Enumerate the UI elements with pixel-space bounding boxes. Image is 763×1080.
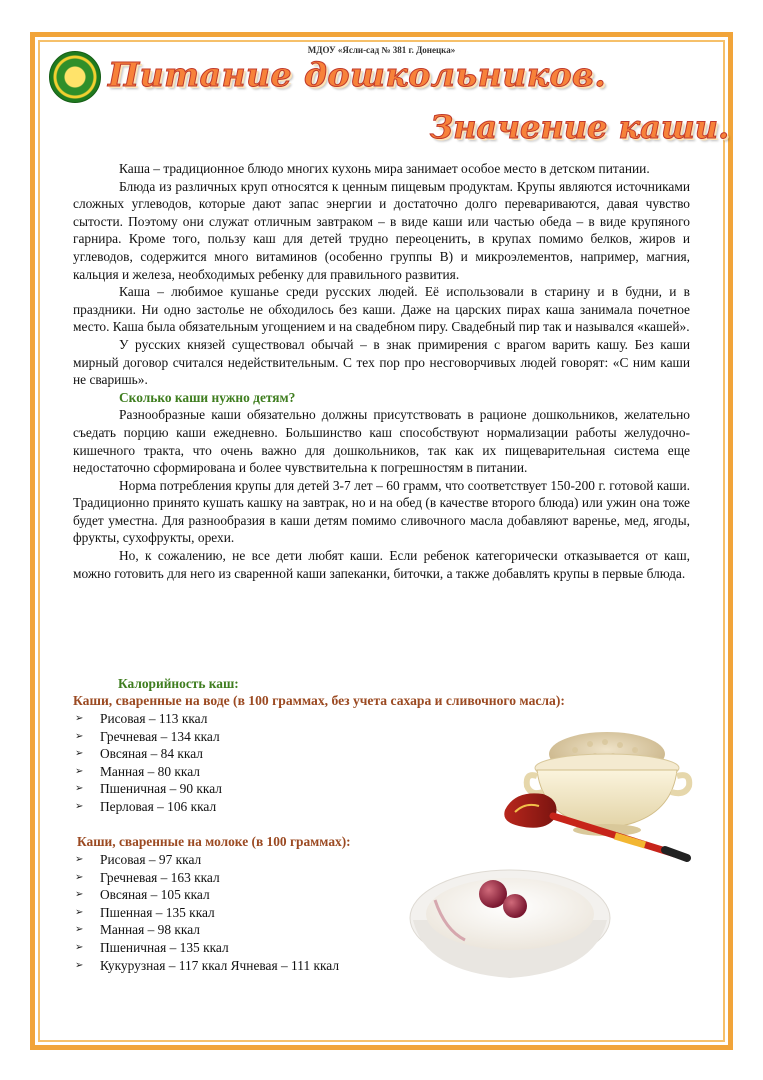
list-item: ➢ Манная – 98 ккал: [75, 922, 200, 938]
arrow-bullet-icon: ➢: [75, 800, 84, 812]
milk-porridge-heading: Каши, сваренные на молоке (в 100 граммах):: [77, 834, 351, 849]
arrow-bullet-icon: ➢: [75, 713, 84, 724]
list-item: ➢ Рисовая – 97 ккал: [75, 852, 202, 867]
arrow-bullet-icon: ➢: [75, 941, 84, 953]
list-item: ➢ Рисовая – 113 ккал: [75, 711, 208, 726]
list-item: ➢ Пшеничная – 135 ккал: [75, 939, 229, 955]
section-subheading: Сколько каши нужно детям?: [119, 389, 296, 405]
porridge-bowl-with-spoon-image: [495, 720, 715, 870]
list-item: ➢ Гречневая – 163 ккал: [75, 869, 220, 885]
milk-porridge-list: [73, 851, 339, 974]
list-item: ➢ Перловая – 106 ккал: [75, 798, 217, 814]
list-item: ➢ Овсяная – 84 ккал: [75, 746, 203, 762]
page-title-line2: Значение каши.: [430, 108, 730, 146]
list-item: ➢ Пшеничная – 90 ккал: [75, 781, 222, 797]
list-item: ➢ Гречневая – 134 ккал: [75, 728, 220, 744]
article-body: [73, 160, 690, 582]
list-item: ➢ Кукурузная – 117 ккал Ячневая – 111 ккал: [75, 957, 340, 973]
arrow-bullet-icon: ➢: [75, 889, 84, 901]
list-item: ➢ Манная – 80 ккал: [75, 763, 200, 779]
arrow-bullet-icon: ➢: [75, 765, 84, 777]
semolina-plate-with-berries-image: [405, 860, 615, 990]
list-item: ➢ Овсяная – 105 ккал: [75, 887, 210, 903]
paragraph: Блюда из различных круп относятся к ценным пищевым продуктам. Крупы являются источниками сложных углеводов, которые дают запас энергии и достаточно долго перевариваются, давая чувство сытости. Поэтому они служат отличным завтраком – в виде каши или частью обеда – в виде крупяного гарнира. Кроме того, пользу каш для детей трудно переоценить, в крупах помимо белков, жиров и углеводов, содержится много витаминов (особенно группы В) и микроэлементов, например, магния, кальция и железа, необходимых ребенку для правильного развития.: [73, 178, 690, 282]
arrow-bullet-icon: ➢: [75, 783, 84, 795]
paragraph: Но, к сожалению, не все дети любят каши. Если ребенок категорически отказывается от каш, можно готовить для него из сваренной каши запеканки, биточки, а также добавлять крупы в первые блюда.: [73, 548, 690, 581]
arrow-bullet-icon: ➢: [75, 854, 84, 865]
calories-heading: Калорийность каш:: [118, 676, 239, 691]
list-item: ➢ Пшенная – 135 ккал: [75, 904, 215, 920]
water-porridge-heading: Каши, сваренные на воде (в 100 граммах, без учета сахара и сливочного масла):: [73, 693, 565, 708]
arrow-bullet-icon: ➢: [75, 748, 84, 760]
arrow-bullet-icon: ➢: [75, 924, 84, 936]
page-title-line1: Питание дошкольников.: [108, 55, 607, 94]
arrow-bullet-icon: ➢: [75, 906, 84, 918]
paragraph: Каша – традиционное блюдо многих кухонь мира занимает особое место в детском питании.: [119, 161, 650, 176]
paragraph: Каша – любимое кушанье среди русских людей. Её использовали в старину и в будни, и в праздники. Ни одно застолье не обходилось без каши. Даже на царских пирах каша занимала почетное место. Каша была обязательным угощением и на свадебном пиру. Свадебный пир так и назывался «кашей».: [73, 284, 690, 335]
paragraph: Норма потребления крупы для детей 3-7 лет – 60 грамм, что соответствует 150-200 г. готовой каши. Традиционно принято кушать кашку на завтрак, но и на обед (в качестве второго блюда) или ужин она тоже будет уместна. Для разнообразия в каши детям помимо сливочного масла добавляют варенье, мед, ягоды, фрукты, сухофрукты, орехи.: [73, 477, 690, 546]
organization-name: МДОУ «Ясли-сад № 381 г. Донецка»: [307, 45, 456, 55]
kindergarten-emblem-icon: [49, 51, 101, 103]
paragraph: Разнообразные каши обязательно должны присутствовать в рационе дошкольников, желательно съедать порцию каши ежедневно. Большинство каш способствуют нормализации работы желудочно-кишечного тракта, что очень важно для дошкольников, так как их пищеварительная система еще недостаточно сформирована и более чувствительна к погрешностям в питании.: [73, 407, 690, 476]
water-porridge-list: [73, 710, 222, 816]
paragraph: У русских князей существовал обычай – в знак примирения с врагом варить кашу. Без каши мирный договор считался недействительным. С тех пор про несговорчивых людей говорят: «С ним каши не сваришь».: [73, 336, 690, 388]
arrow-bullet-icon: ➢: [75, 871, 84, 883]
arrow-bullet-icon: ➢: [75, 730, 84, 742]
arrow-bullet-icon: ➢: [75, 959, 84, 971]
